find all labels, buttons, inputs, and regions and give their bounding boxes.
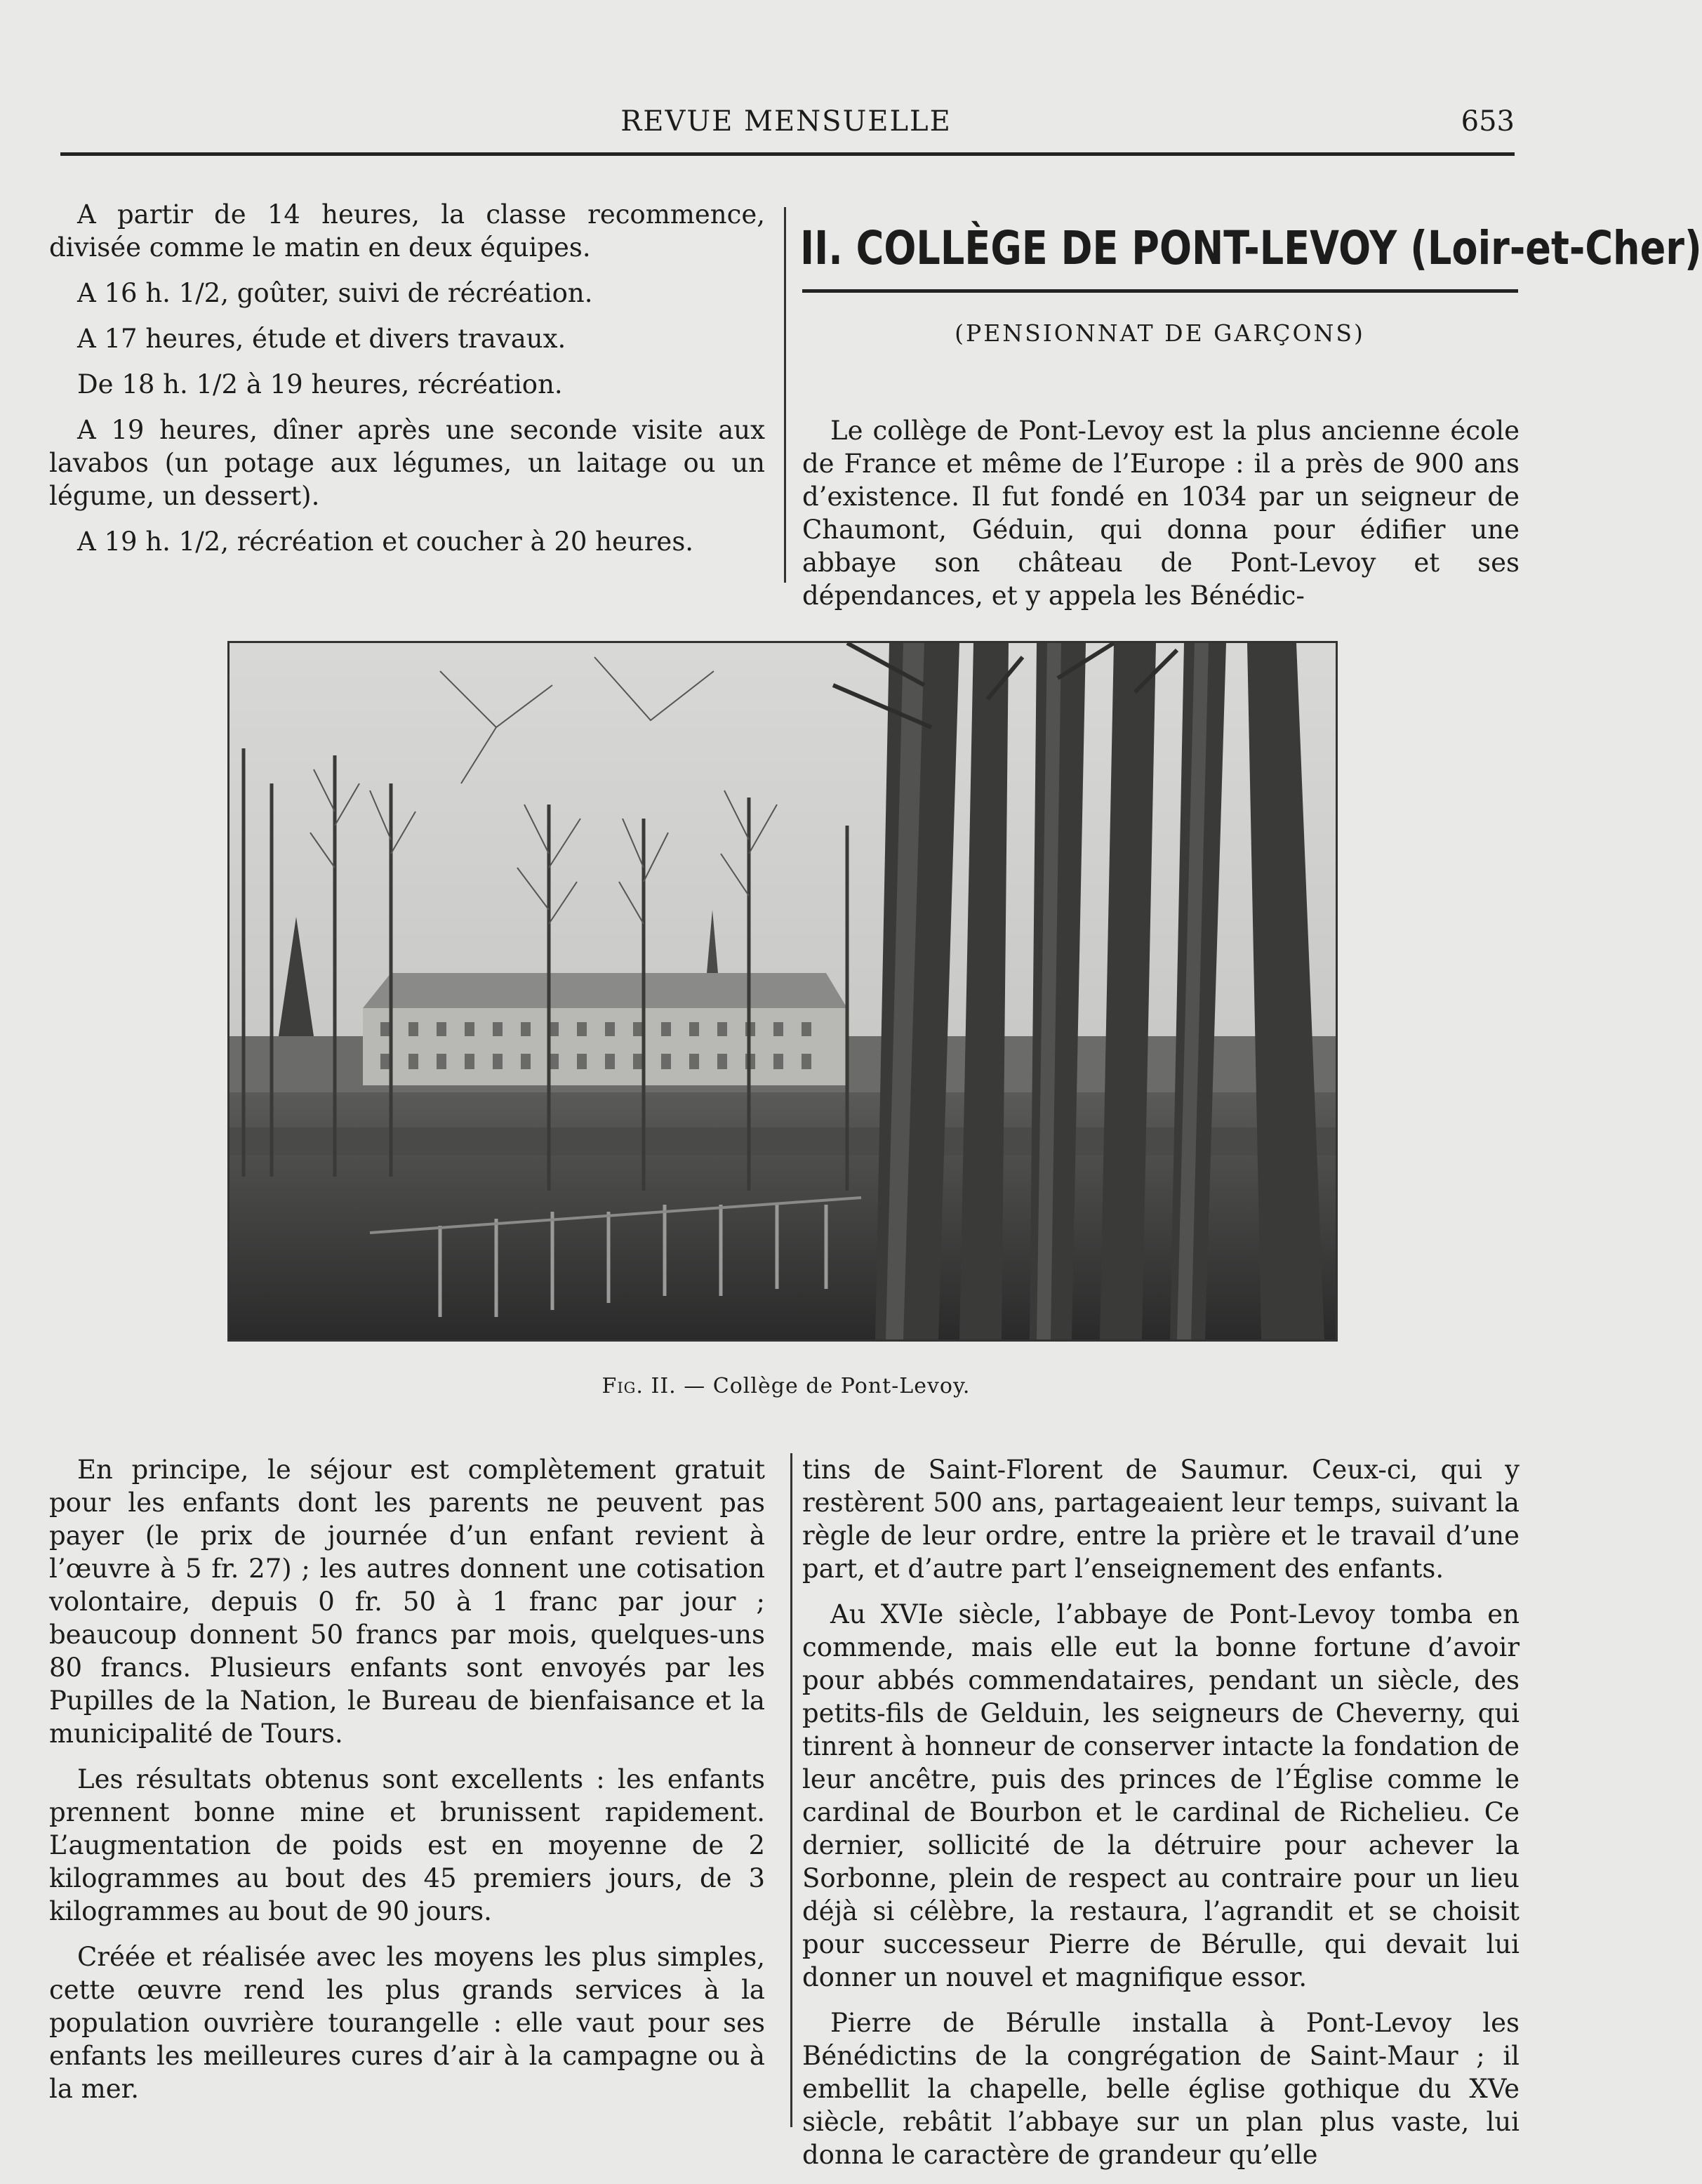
paragraph: A partir de 14 heures, la classe recommence, divisée comme le matin en deux équipes. — [49, 199, 765, 263]
right-column-top — [802, 414, 1520, 625]
paragraph: tins de Saint-Florent de Saumur. Ceux-ci, qui y restèrent 500 ans, partageaient leur temps, suivant la règle de leur ordre, entre la prière et le travail d’une part, et d’autre part l’enseignement des enfants. — [802, 1455, 1520, 1584]
paragraph: Le collège de Pont-Levoy est la plus ancienne école de France et même de l’Europe : il a près de 900 ans d’existence. Il fut fondé en 1034 par un seigneur de Chaumont, Géduin, qui donna pour édifier une abbaye son château de Pont-Levoy et ses dépendances, et y appela les Bénédic- — [802, 416, 1520, 611]
figure-photo — [227, 641, 1338, 1342]
paragraph: Pierre de Bérulle installa à Pont-Levoy les Bénédictins de la congrégation de Saint-Maur ; il embellit la chapelle, belle église gothique du XVe siècle, rebâtit l’abbaye sur un plan plus vaste, lui donna le caractère de grandeur qu’elle — [802, 2008, 1520, 2170]
column-divider — [784, 207, 786, 583]
right-column-bottom — [802, 1453, 1520, 2184]
section-title: II. COLLÈGE DE PONT-LEVOY (Loir-et-Cher) — [800, 221, 1702, 275]
page-number: 653 — [1461, 105, 1515, 138]
left-column-bottom — [49, 1453, 765, 2118]
column-divider — [790, 1453, 792, 2127]
figure-label: Fig. II. — [601, 1374, 677, 1398]
section-title-rule — [802, 289, 1518, 293]
paragraph: Au XVIe siècle, l’abbaye de Pont-Levoy tomba en commende, mais elle eut la bonne fortune d’avoir pour abbés commendataires, pendant un siècle, des petits-fils de Gelduin, les seigneurs de Cheverny, qui tinrent à honneur de conserver intacte la fondation de leur ancêtre, puis des princes de l’Église comme le cardinal de Bourbon et le cardinal de Richelieu. Ce dernier, sollicité de la détruire pour achever la Sorbonne, plein de respect au contraire pour un lieu déjà si célèbre, la restaura, l’agrandit et se choisit pour successeur Pierre de Bérulle, qui devait lui donner un nouvel et magnifique essor. — [802, 1599, 1520, 1992]
header-rule — [60, 152, 1515, 156]
figure-caption-text: — Collège de Pont-Levoy. — [676, 1374, 971, 1398]
paragraph: Créée et réalisée avec les moyens les plus simples, cette œuvre rend les plus grands services à la population ouvrière tourangelle : elle vaut pour ses enfants les meilleures cures d’air à la campagne ou à la mer. — [49, 1942, 765, 2104]
left-column-top — [49, 198, 765, 571]
paragraph: De 18 h. 1/2 à 19 heures, récréation. — [77, 369, 563, 399]
paragraph: A 19 h. 1/2, récréation et coucher à 20 heures. — [77, 527, 694, 557]
paragraph: A 16 h. 1/2, goûter, suivi de récréation. — [77, 278, 593, 308]
running-header-title: REVUE MENSUELLE — [620, 105, 952, 138]
college-photo-illustration — [230, 643, 1336, 1339]
paragraph: Les résultats obtenus sont excellents : les enfants prennent bonne mine et brunissent rapidement. L’augmentation de poids est en moyenne de 2 kilogrammes au bout des 45 premiers jours, de 3 kilogrammes au bout de 90 jours. — [49, 1764, 765, 1926]
figure-caption — [0, 1374, 1572, 1398]
paragraph: En principe, le séjour est complètement gratuit pour les enfants dont les parents ne peuvent pas payer (le prix de journée d’un enfant revient à l’œuvre à 5 fr. 27) ; les autres donnent une cotisation volontaire, depuis 0 fr. 50 à 1 franc par jour ; beaucoup donnent 50 francs par mois, quelques-uns 80 francs. Plusieurs enfants sont envoyés par les Pupilles de la Nation, le Bureau de bienfaisance et la municipalité de Tours. — [49, 1455, 765, 1749]
section-subtitle: (PENSIONNAT DE GARÇONS) — [955, 319, 1365, 347]
paragraph: A 17 heures, étude et divers travaux. — [77, 324, 566, 354]
paragraph: A 19 heures, dîner après une seconde visite aux lavabos (un potage aux légumes, un laitage ou un légume, un dessert). — [49, 415, 765, 511]
